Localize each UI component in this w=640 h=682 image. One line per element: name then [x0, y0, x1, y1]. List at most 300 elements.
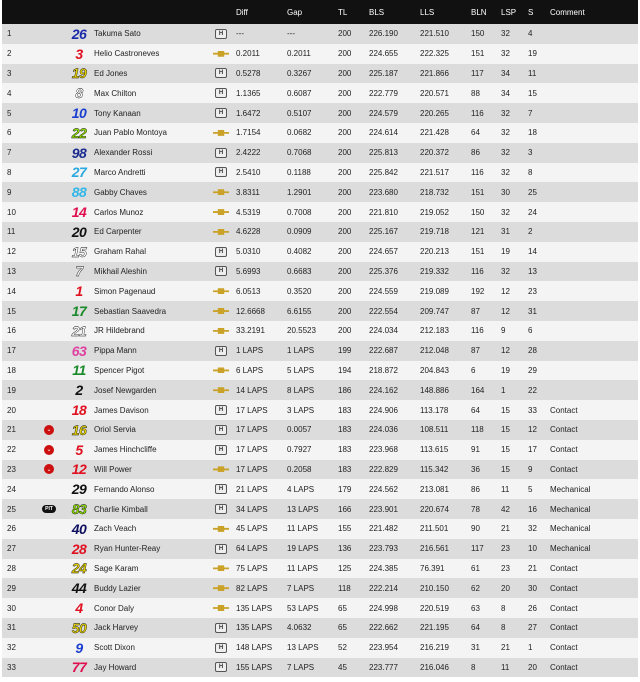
engine-cell: [206, 68, 236, 78]
cell-tl: 200: [338, 148, 352, 158]
cell-pos: 2: [7, 49, 12, 59]
cell-comment: Contact: [550, 662, 578, 672]
cell-gap: 53 LAPS: [287, 603, 319, 613]
engine-cell: [206, 387, 236, 393]
engine-cell: [206, 148, 236, 158]
car-number: 18: [71, 402, 87, 419]
cell-bls: 224.998: [369, 603, 398, 613]
cell-comment: Contact: [550, 583, 578, 593]
cell-bln: 36: [471, 464, 480, 474]
cell-gap: 1 LAPS: [287, 346, 315, 356]
cell-gap: 20.5523: [287, 326, 316, 336]
cell-s: 22: [528, 385, 537, 395]
header-comment[interactable]: Comment: [550, 7, 585, 17]
cell-lsp: 12: [501, 346, 510, 356]
cell-s: 29: [528, 365, 537, 375]
cell-lls: 113.615: [420, 445, 449, 455]
cell-diff: 17 LAPS: [236, 425, 268, 435]
cell-pos: 18: [7, 365, 16, 375]
cell-pos: 33: [7, 662, 16, 672]
cell-pos: 13: [7, 266, 16, 276]
cell-gap: 7 LAPS: [287, 583, 315, 593]
cell-pos: 26: [7, 524, 16, 534]
driver-name[interactable]: Alexander Rossi: [94, 148, 153, 158]
driver-name[interactable]: Buddy Lazier: [94, 583, 141, 593]
engine-cell: [206, 425, 236, 435]
driver-name[interactable]: James Davison: [94, 405, 149, 415]
table-row[interactable]: [2, 44, 638, 64]
car-number: 5: [75, 441, 83, 458]
cell-diff: 1.6472: [236, 108, 261, 118]
driver-name[interactable]: Josef Newgarden: [94, 385, 157, 395]
header-lsp[interactable]: LSP: [501, 7, 517, 17]
cell-diff: 6.0513: [236, 286, 261, 296]
driver-name[interactable]: Max Chilton: [94, 88, 137, 98]
cell-lsp: 32: [501, 49, 510, 59]
cell-lsp: 19: [501, 247, 510, 257]
cell-tl: 200: [338, 326, 352, 336]
header-s[interactable]: S: [528, 7, 534, 17]
cell-bls: 224.036: [369, 425, 398, 435]
table-row[interactable]: [2, 281, 638, 301]
cell-bls: 221.810: [369, 207, 398, 217]
results-table: [2, 0, 638, 677]
cell-bln: 164: [471, 385, 485, 395]
row-marker: [34, 464, 64, 474]
cell-lls: 113.178: [420, 405, 449, 415]
cell-diff: 1 LAPS: [236, 346, 264, 356]
table-row[interactable]: [2, 222, 638, 242]
table-header: [2, 0, 638, 24]
engine-cell: [206, 88, 236, 98]
cell-bls: 225.376: [369, 266, 398, 276]
engine-cell: [206, 51, 236, 57]
row-marker: [34, 445, 64, 455]
cell-tl: 65: [338, 623, 347, 633]
cell-s: 9: [528, 464, 533, 474]
table-row[interactable]: [2, 618, 638, 638]
cell-diff: 135 LAPS: [236, 603, 273, 613]
cell-gap: 0.7068: [287, 148, 312, 158]
cell-tl: 200: [338, 227, 352, 237]
driver-name[interactable]: Pippa Mann: [94, 346, 137, 356]
cell-comment: Contact: [550, 425, 578, 435]
car-number: 88: [71, 184, 87, 201]
cell-lls: 219.052: [420, 207, 449, 217]
table-row[interactable]: [2, 578, 638, 598]
cell-lsp: 11: [501, 662, 510, 672]
cell-bls: 222.779: [369, 88, 398, 98]
driver-name[interactable]: Jay Howard: [94, 662, 137, 672]
cell-bls: 223.901: [369, 504, 398, 514]
cell-s: 2: [528, 227, 533, 237]
table-row[interactable]: [2, 440, 638, 460]
car-number: 14: [71, 204, 87, 221]
chevy-bowtie-icon: [213, 288, 229, 294]
table-row[interactable]: [2, 460, 638, 480]
cell-comment: Mechanical: [550, 504, 591, 514]
cell-bln: 63: [471, 603, 480, 613]
table-body: [2, 24, 638, 677]
cell-tl: 200: [338, 88, 352, 98]
honda-logo-icon: H: [215, 247, 227, 257]
driver-name[interactable]: Mikhail Aleshin: [94, 266, 147, 276]
driver-name[interactable]: Takuma Sato: [94, 29, 141, 39]
driver-name[interactable]: Helio Castroneves: [94, 49, 160, 59]
cell-lls: 216.561: [420, 544, 449, 554]
cell-s: 5: [528, 484, 533, 494]
cell-tl: 200: [338, 266, 352, 276]
cell-bls: 222.662: [369, 623, 398, 633]
table-row[interactable]: [2, 242, 638, 262]
cell-bln: 150: [471, 207, 485, 217]
table-row[interactable]: [2, 361, 638, 381]
engine-cell: [206, 623, 236, 633]
cell-diff: ---: [236, 29, 244, 39]
driver-name[interactable]: Spencer Pigot: [94, 365, 145, 375]
table-row[interactable]: [2, 519, 638, 539]
cell-lsp: 15: [501, 425, 510, 435]
cell-lls: 219.089: [420, 286, 449, 296]
cell-pos: 4: [7, 88, 12, 98]
cell-bln: 121: [471, 227, 485, 237]
cell-tl: 155: [338, 524, 352, 534]
cell-diff: 135 LAPS: [236, 623, 273, 633]
cell-pos: 20: [7, 405, 16, 415]
cell-pos: 24: [7, 484, 16, 494]
cell-bln: 116: [471, 326, 484, 336]
cell-bln: 62: [471, 583, 480, 593]
cell-tl: 45: [338, 662, 347, 672]
cell-gap: 0.2058: [287, 464, 312, 474]
chevy-bowtie-icon: [213, 367, 229, 373]
cell-lls: 220.674: [420, 504, 449, 514]
cell-bls: 224.162: [369, 385, 398, 395]
cell-gap: 19 LAPS: [287, 544, 319, 554]
table-row[interactable]: [2, 479, 638, 499]
cell-pos: 11: [7, 227, 16, 237]
cell-diff: 5.6993: [236, 266, 261, 276]
car-number: 10: [71, 105, 87, 122]
table-row[interactable]: [2, 123, 638, 143]
cell-bls: 223.680: [369, 187, 398, 197]
cell-lsp: 21: [501, 643, 510, 653]
cell-diff: 33.2191: [236, 326, 265, 336]
car-number: 26: [71, 25, 87, 42]
table-row[interactable]: [2, 64, 638, 84]
header-bln[interactable]: BLN: [471, 7, 487, 17]
engine-cell: [206, 504, 236, 514]
cell-diff: 1.7154: [236, 128, 261, 138]
honda-logo-icon: H: [215, 662, 227, 672]
engine-cell: [206, 108, 236, 118]
cell-diff: 148 LAPS: [236, 643, 273, 653]
driver-name[interactable]: Graham Rahal: [94, 247, 147, 257]
car-number: 3: [75, 45, 83, 62]
cell-gap: 4.0632: [287, 623, 312, 633]
driver-name[interactable]: Conor Daly: [94, 603, 135, 613]
table-row[interactable]: [2, 321, 638, 341]
cell-s: 18: [528, 128, 537, 138]
table-row[interactable]: [2, 658, 638, 678]
cell-lls: 108.511: [420, 425, 449, 435]
honda-logo-icon: H: [215, 484, 227, 494]
cell-bls: 224.562: [369, 484, 398, 494]
engine-cell: [206, 605, 236, 611]
cell-bln: 87: [471, 306, 480, 316]
cell-diff: 82 LAPS: [236, 583, 268, 593]
cell-bln: 64: [471, 128, 480, 138]
cell-gap: 0.7008: [287, 207, 312, 217]
cell-tl: 186: [338, 385, 352, 395]
driver-name[interactable]: Jack Harvey: [94, 623, 139, 633]
cell-lls: 216.046: [420, 662, 449, 672]
chevy-bowtie-icon: [213, 130, 229, 136]
cell-lsp: 12: [501, 306, 510, 316]
cell-bln: 87: [471, 346, 480, 356]
driver-name[interactable]: Ed Carpenter: [94, 227, 142, 237]
cell-bln: 116: [471, 266, 484, 276]
engine-cell: [206, 247, 236, 257]
table-row[interactable]: [2, 301, 638, 321]
honda-logo-icon: H: [215, 167, 227, 177]
engine-cell: [206, 130, 236, 136]
cell-bls: 221.482: [369, 524, 398, 534]
cell-pos: 22: [7, 445, 16, 455]
cell-tl: 200: [338, 68, 352, 78]
cell-s: 1: [528, 643, 533, 653]
cell-pos: 5: [7, 108, 12, 118]
engine-cell: [206, 445, 236, 455]
driver-name[interactable]: Ed Jones: [94, 68, 128, 78]
cell-bls: 224.906: [369, 405, 398, 415]
cell-bln: 117: [471, 68, 484, 78]
cell-pos: 19: [7, 385, 16, 395]
cell-comment: Contact: [550, 464, 578, 474]
cell-bls: 223.793: [369, 544, 398, 554]
cell-bln: 86: [471, 484, 480, 494]
cell-bls: 225.167: [369, 227, 398, 237]
cell-diff: 6 LAPS: [236, 365, 264, 375]
cell-comment: Contact: [550, 603, 578, 613]
cell-pos: 30: [7, 603, 16, 613]
cell-s: 21: [528, 563, 537, 573]
cell-s: 16: [528, 504, 537, 514]
cell-pos: 12: [7, 247, 16, 257]
cell-gap: 0.7927: [287, 445, 312, 455]
cell-lsp: 32: [501, 29, 510, 39]
cell-bln: 192: [471, 286, 485, 296]
table-row[interactable]: [2, 202, 638, 222]
cell-diff: 2.5410: [236, 167, 261, 177]
cell-lls: 209.747: [420, 306, 449, 316]
cell-comment: Mechanical: [550, 524, 591, 534]
cell-s: 4: [528, 29, 533, 39]
driver-name[interactable]: Sage Karam: [94, 563, 139, 573]
driver-name[interactable]: Ryan Hunter-Reay: [94, 544, 161, 554]
row-marker: [34, 425, 64, 435]
honda-logo-icon: H: [215, 148, 227, 158]
table-row[interactable]: [2, 163, 638, 183]
table-row[interactable]: [2, 400, 638, 420]
cell-diff: 21 LAPS: [236, 484, 268, 494]
cell-pos: 27: [7, 544, 16, 554]
cell-lsp: 9: [501, 326, 506, 336]
cell-tl: 200: [338, 29, 352, 39]
cell-lsp: 32: [501, 128, 510, 138]
cell-lsp: 12: [501, 286, 510, 296]
cell-diff: 3.8311: [236, 187, 260, 197]
table-row[interactable]: [2, 638, 638, 658]
cell-diff: 155 LAPS: [236, 662, 273, 672]
driver-name[interactable]: JR Hildebrand: [94, 326, 145, 336]
cell-tl: 118: [338, 583, 351, 593]
cell-tl: 166: [338, 504, 352, 514]
car-number: 16: [71, 421, 87, 438]
cell-diff: 12.6668: [236, 306, 265, 316]
honda-logo-icon: H: [215, 108, 227, 118]
cell-bln: 117: [471, 544, 484, 554]
table-row[interactable]: [2, 559, 638, 579]
cell-tl: 200: [338, 247, 352, 257]
cell-s: 33: [528, 405, 537, 415]
cell-bln: 61: [471, 563, 480, 573]
car-number: 20: [71, 223, 87, 240]
cell-lls: 222.325: [420, 49, 449, 59]
header-gap[interactable]: Gap: [287, 7, 303, 17]
honda-logo-icon: H: [215, 68, 227, 78]
driver-name[interactable]: Zach Veach: [94, 524, 137, 534]
cell-pos: 29: [7, 583, 16, 593]
cell-gap: ---: [287, 29, 295, 39]
table-row[interactable]: [2, 24, 638, 44]
driver-name[interactable]: Gabby Chaves: [94, 187, 147, 197]
cell-lls: 216.219: [420, 643, 449, 653]
cell-bln: 64: [471, 405, 480, 415]
cell-bls: 224.559: [369, 286, 398, 296]
cell-bls: 222.829: [369, 464, 398, 474]
driver-name[interactable]: James Hinchcliffe: [94, 445, 157, 455]
cell-bln: 78: [471, 504, 480, 514]
driver-name[interactable]: Juan Pablo Montoya: [94, 128, 167, 138]
driver-name[interactable]: Marco Andretti: [94, 167, 146, 177]
driver-name[interactable]: Fernando Alonso: [94, 484, 155, 494]
table-row[interactable]: [2, 103, 638, 123]
driver-name[interactable]: Will Power: [94, 464, 132, 474]
header-bls[interactable]: BLS: [369, 7, 385, 17]
cell-lsp: 8: [501, 623, 506, 633]
cell-s: 3: [528, 148, 533, 158]
table-row[interactable]: [2, 539, 638, 559]
cell-gap: 0.0909: [287, 227, 312, 237]
driver-name[interactable]: Sebastian Saavedra: [94, 306, 167, 316]
driver-name[interactable]: Tony Kanaan: [94, 108, 141, 118]
cell-pos: 1: [7, 29, 12, 39]
driver-name[interactable]: Simon Pagenaud: [94, 286, 156, 296]
cell-comment: Mechanical: [550, 544, 591, 554]
driver-name[interactable]: Oriol Servia: [94, 425, 136, 435]
cell-s: 15: [528, 88, 537, 98]
car-number: 7: [75, 263, 83, 280]
header-lls[interactable]: LLS: [420, 7, 435, 17]
chevy-bowtie-icon: [213, 585, 229, 591]
header-tl[interactable]: TL: [338, 7, 348, 17]
cell-pos: 10: [7, 207, 16, 217]
cell-lsp: 1: [501, 385, 506, 395]
car-number: 15: [71, 243, 87, 260]
engine-cell: [206, 662, 236, 672]
cell-bls: 224.579: [369, 108, 398, 118]
cell-tl: 183: [338, 425, 352, 435]
table-row[interactable]: [2, 341, 638, 361]
table-row[interactable]: [2, 182, 638, 202]
cell-diff: 14 LAPS: [236, 385, 268, 395]
cell-lsp: 19: [501, 365, 510, 375]
cell-s: 6: [528, 326, 533, 336]
cell-lls: 221.866: [420, 68, 449, 78]
cell-tl: 65: [338, 603, 347, 613]
car-number: 11: [72, 362, 86, 379]
car-number: 22: [71, 124, 87, 141]
table-row[interactable]: [2, 420, 638, 440]
cell-tl: 200: [338, 49, 352, 59]
cell-diff: 64 LAPS: [236, 544, 268, 554]
chevy-bowtie-icon: [213, 565, 229, 571]
driver-name[interactable]: Charlie Kimball: [94, 504, 148, 514]
engine-cell: [206, 209, 236, 215]
engine-cell: [206, 308, 236, 314]
table-row[interactable]: [2, 380, 638, 400]
cell-lsp: 8: [501, 603, 506, 613]
cell-lsp: 32: [501, 207, 510, 217]
engine-cell: [206, 189, 236, 195]
table-row[interactable]: [2, 83, 638, 103]
cell-s: 10: [528, 544, 537, 554]
cell-tl: 183: [338, 464, 352, 474]
cell-gap: 3 LAPS: [287, 405, 315, 415]
table-row[interactable]: [2, 143, 638, 163]
cell-tl: 136: [338, 544, 352, 554]
cell-bls: 225.813: [369, 148, 398, 158]
cell-s: 12: [528, 425, 537, 435]
engine-cell: [206, 367, 236, 373]
table-row[interactable]: [2, 499, 638, 519]
driver-name[interactable]: Carlos Munoz: [94, 207, 144, 217]
cell-bln: 6: [471, 365, 476, 375]
cell-lls: 115.342: [420, 464, 449, 474]
cell-gap: 0.2011: [287, 49, 311, 59]
table-row[interactable]: [2, 598, 638, 618]
driver-name[interactable]: Scott Dixon: [94, 643, 135, 653]
cell-gap: 0.0682: [287, 128, 312, 138]
cell-s: 20: [528, 662, 537, 672]
position-drop-icon: ⌄: [44, 425, 54, 435]
cell-s: 32: [528, 524, 537, 534]
honda-logo-icon: H: [215, 504, 227, 514]
engine-cell: [206, 266, 236, 276]
cell-bln: 151: [471, 187, 485, 197]
honda-logo-icon: H: [215, 266, 227, 276]
header-diff[interactable]: Diff: [236, 7, 248, 17]
cell-lls: 220.571: [420, 88, 449, 98]
cell-lsp: 23: [501, 563, 510, 573]
cell-lsp: 34: [501, 88, 510, 98]
cell-pos: 3: [7, 68, 12, 78]
cell-s: 24: [528, 207, 537, 217]
position-drop-icon: ⌄: [44, 464, 54, 474]
cell-gap: 11 LAPS: [287, 524, 318, 534]
table-row[interactable]: [2, 262, 638, 282]
